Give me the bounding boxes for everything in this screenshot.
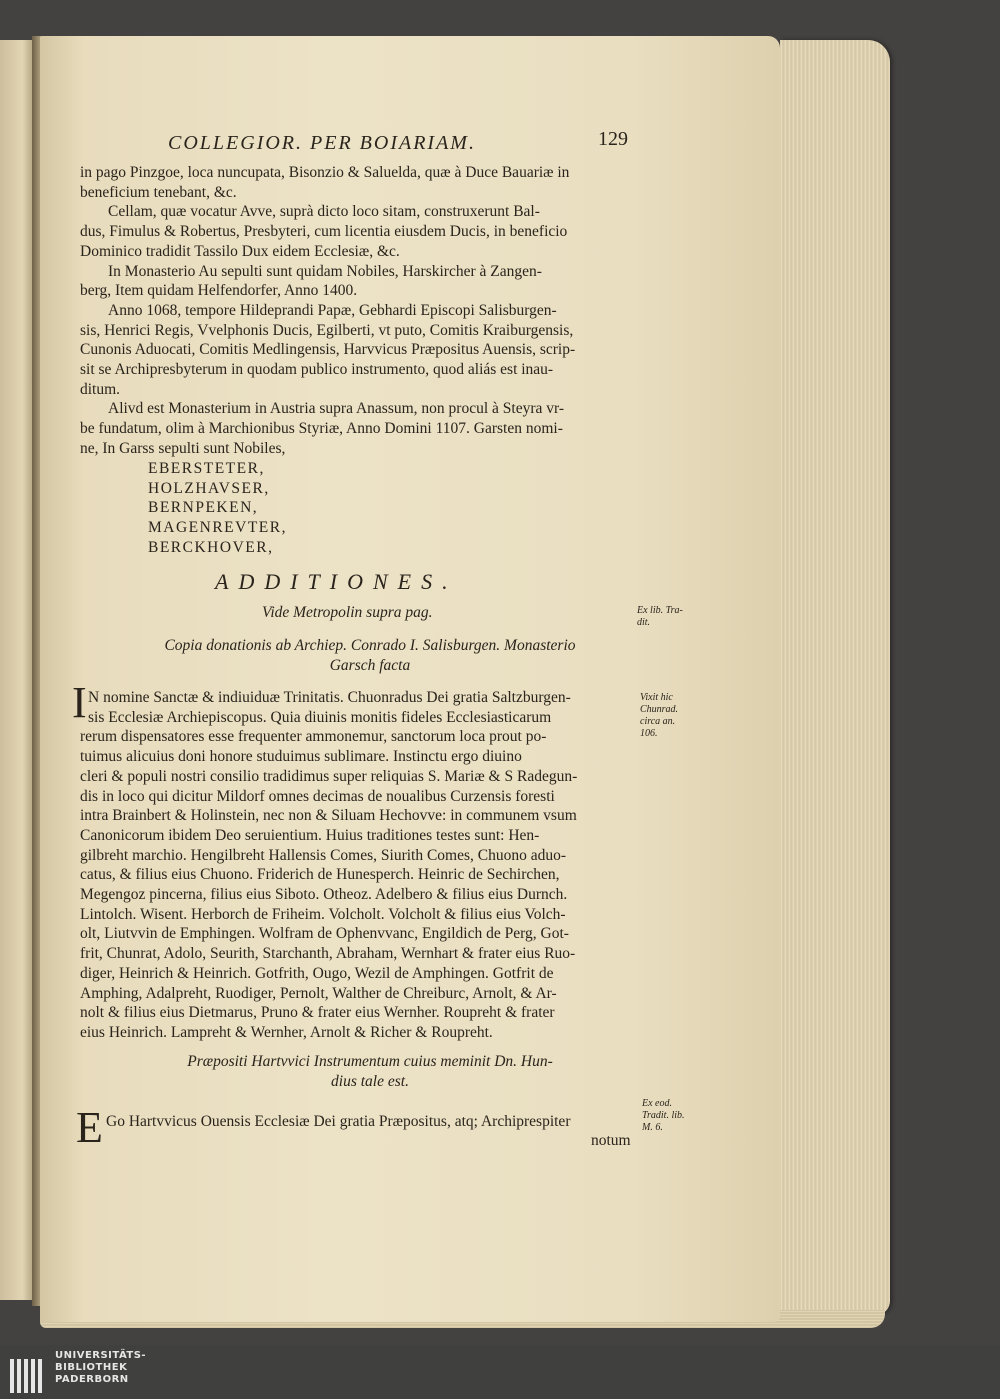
text-line: N nomine Sanctæ & indiuiduæ Trinitatis. Chuonradus Dei gratia Saltzburgen- [88,689,571,706]
margin-note-1: Ex lib. Tra- dit. [637,605,683,628]
text-line: Anno 1068, tempore Hildeprandi Papæ, Gebhardi Episcopi Salisburgen- [108,301,557,319]
margin-note-2: Vixit hic Chunrad. circa an. 106. [640,692,679,739]
text-line: catus, & filius eius Chuono. Friderich de Hunesperch. Heinric de Sechirchen, [80,866,560,884]
text-line: tuimus alicuius doni honore studuimus sublimare. Instinctu ergo diuino [80,748,522,766]
text-line: gilbreht marchio. Hengilbreht Hallensis Comes, Siurith Comes, Chuono aduo- [80,846,567,864]
library-footer [0,1345,1000,1399]
text-line: rerum dispensatores esse frequenter ammonemur, sanctorum loca prout po- [80,728,547,746]
text-line: eius Heinrich. Lampreht & Wernher, Arnolt & Richer & Roupreht. [80,1023,493,1041]
text-line: Alivd est Monasterium in Austria supra Anassum, non procul à Steyra vr- [108,400,565,418]
text-line: In Monasterio Au sepulti sunt quidam Nobiles, Harskircher à Zangen- [108,262,542,280]
page-block-edge [780,40,890,1315]
nobles-list [148,459,287,558]
text-line: Canonicorum ibidem Deo seruientium. Huius traditiones testes sunt: Hen- [80,826,540,844]
ego-line-1: Go Hartvvicus Ouensis Ecclesiæ Dei gratia Præpositus, atq; Archiprespiter [106,1113,571,1130]
text-line: cleri & populi nostri consilio tradidimus super reliquias S. Mariæ & S Radegun- [80,767,578,785]
text-line: intra Brainbert & Holinstein, nec non & Siluam Hechovve: in communem vsum [80,807,577,825]
copia-heading: Copia donationis ab Archiep. Conrado I. Salisburgen. Monasterio Garsch facta [164,637,576,674]
donation-text-block [88,688,571,727]
text-line: diger, Heinrich & Heinrich. Gotfrith, Ougo, Wezil de Amphingen. Gotfrit de [80,964,554,982]
text-line: ditum. [80,380,121,398]
text-line: Amphing, Adalpreht, Ruodiger, Pernolt, Walther de Chreiburc, Arnolt, & Ar- [80,984,557,1002]
text-line: Lintolch. Wisent. Herborch de Friheim. Volcholt. Volcholt & filius eius Volch- [80,905,566,923]
running-header: COLLEGIOR. PER BOIARIAM. [168,132,476,154]
text-line: dis in loco qui dicitur Mildorf omnes decimas de noualibus Curzensis foresti [80,787,555,805]
text-line: berg, Item quidam Helfendorfer, Anno 1400. [80,282,358,300]
praepositi-heading: Præpositi Hartvvici Instrumentum cuius meminit Dn. Hun- dius tale est. [187,1053,553,1090]
additiones-subtitle: Vide Metropolin supra pag. [262,604,433,621]
text-line: be fundatum, olim à Marchionibus Styriæ, Anno Domini 1107. Garsten nomi- [80,420,563,438]
text-line: dus, Fimulus & Robertus, Presbyteri, cum licentia eiusdem Ducis, in beneficio [80,223,568,241]
text-line: Dominico tradidit Tassilo Dux eidem Ecclesiæ, &c. [80,242,400,260]
margin-note-3: Ex eod. Tradit. lib. M. 6. [642,1098,685,1133]
text-line: sis Ecclesiæ Archiepiscopus. Quia diuinis monitis fideles Ecclesiasticarum [88,708,552,726]
top-text-block [80,163,575,459]
text-line: olt, Liutvvin de Emphingen. Wolfram de Ophenvvanc, Engildich de Perg, Got- [80,925,569,943]
page-number: 129 [598,128,628,150]
noble-name: EBERSTETER, [148,460,265,477]
text-line: frit, Chunrat, Adolo, Seurith, Starchanth, Abraham, Wernhart & frater eius Ruo- [80,945,576,963]
library-name: UNIVERSITÄTS- BIBLIOTHEK PADERBORN [55,1350,147,1385]
text-line: Cellam, quæ vocatur Avve, suprà dicto loco sitam, construxerunt Bal- [108,203,540,221]
ego-line-2: notum [591,1132,631,1149]
additiones-heading: ADDITIONES. [215,569,458,594]
initial-letter-e: E [76,1103,103,1152]
noble-name: MAGENREVTER, [148,519,287,537]
donation-text-block-cont [80,727,577,1042]
text-line: sit se Archipresbyterum in quodam publico instrumento, quod aliás est inau- [80,361,554,379]
text-line: sis, Henrici Regis, Vvelphonis Ducis, Egilberti, vt puto, Comitis Kraiburgensis, [80,321,574,339]
noble-name: BERCKHOVER, [148,538,274,556]
left-page-edge [0,40,32,1300]
text-line: in pago Pinzgoe, loca nuncupata, Bisonzio & Saluelda, quæ à Duce Bauariæ in [80,164,570,181]
noble-name: BERNPEKEN, [148,499,259,517]
noble-name: HOLZHAVSER, [148,479,270,497]
text-line: nolt & filius eius Dietmarus, Pruno & frater eius Wernher. Roupreht & frater [80,1004,555,1022]
text-line: ne, In Garss sepulti sunt Nobiles, [80,439,286,457]
initial-letter-i: I [72,678,87,727]
text-line: Megengoz pincerna, filius eius Siboto. Otheoz. Adelbero & filius eius Durnch. [80,886,568,904]
library-logo-icon [10,1355,48,1393]
text-line: beneficium tenebant, &c. [80,183,237,201]
text-line: Cunonis Aduocati, Comitis Medlingensis, Harvvicus Præpositus Auensis, scrip- [80,341,576,359]
